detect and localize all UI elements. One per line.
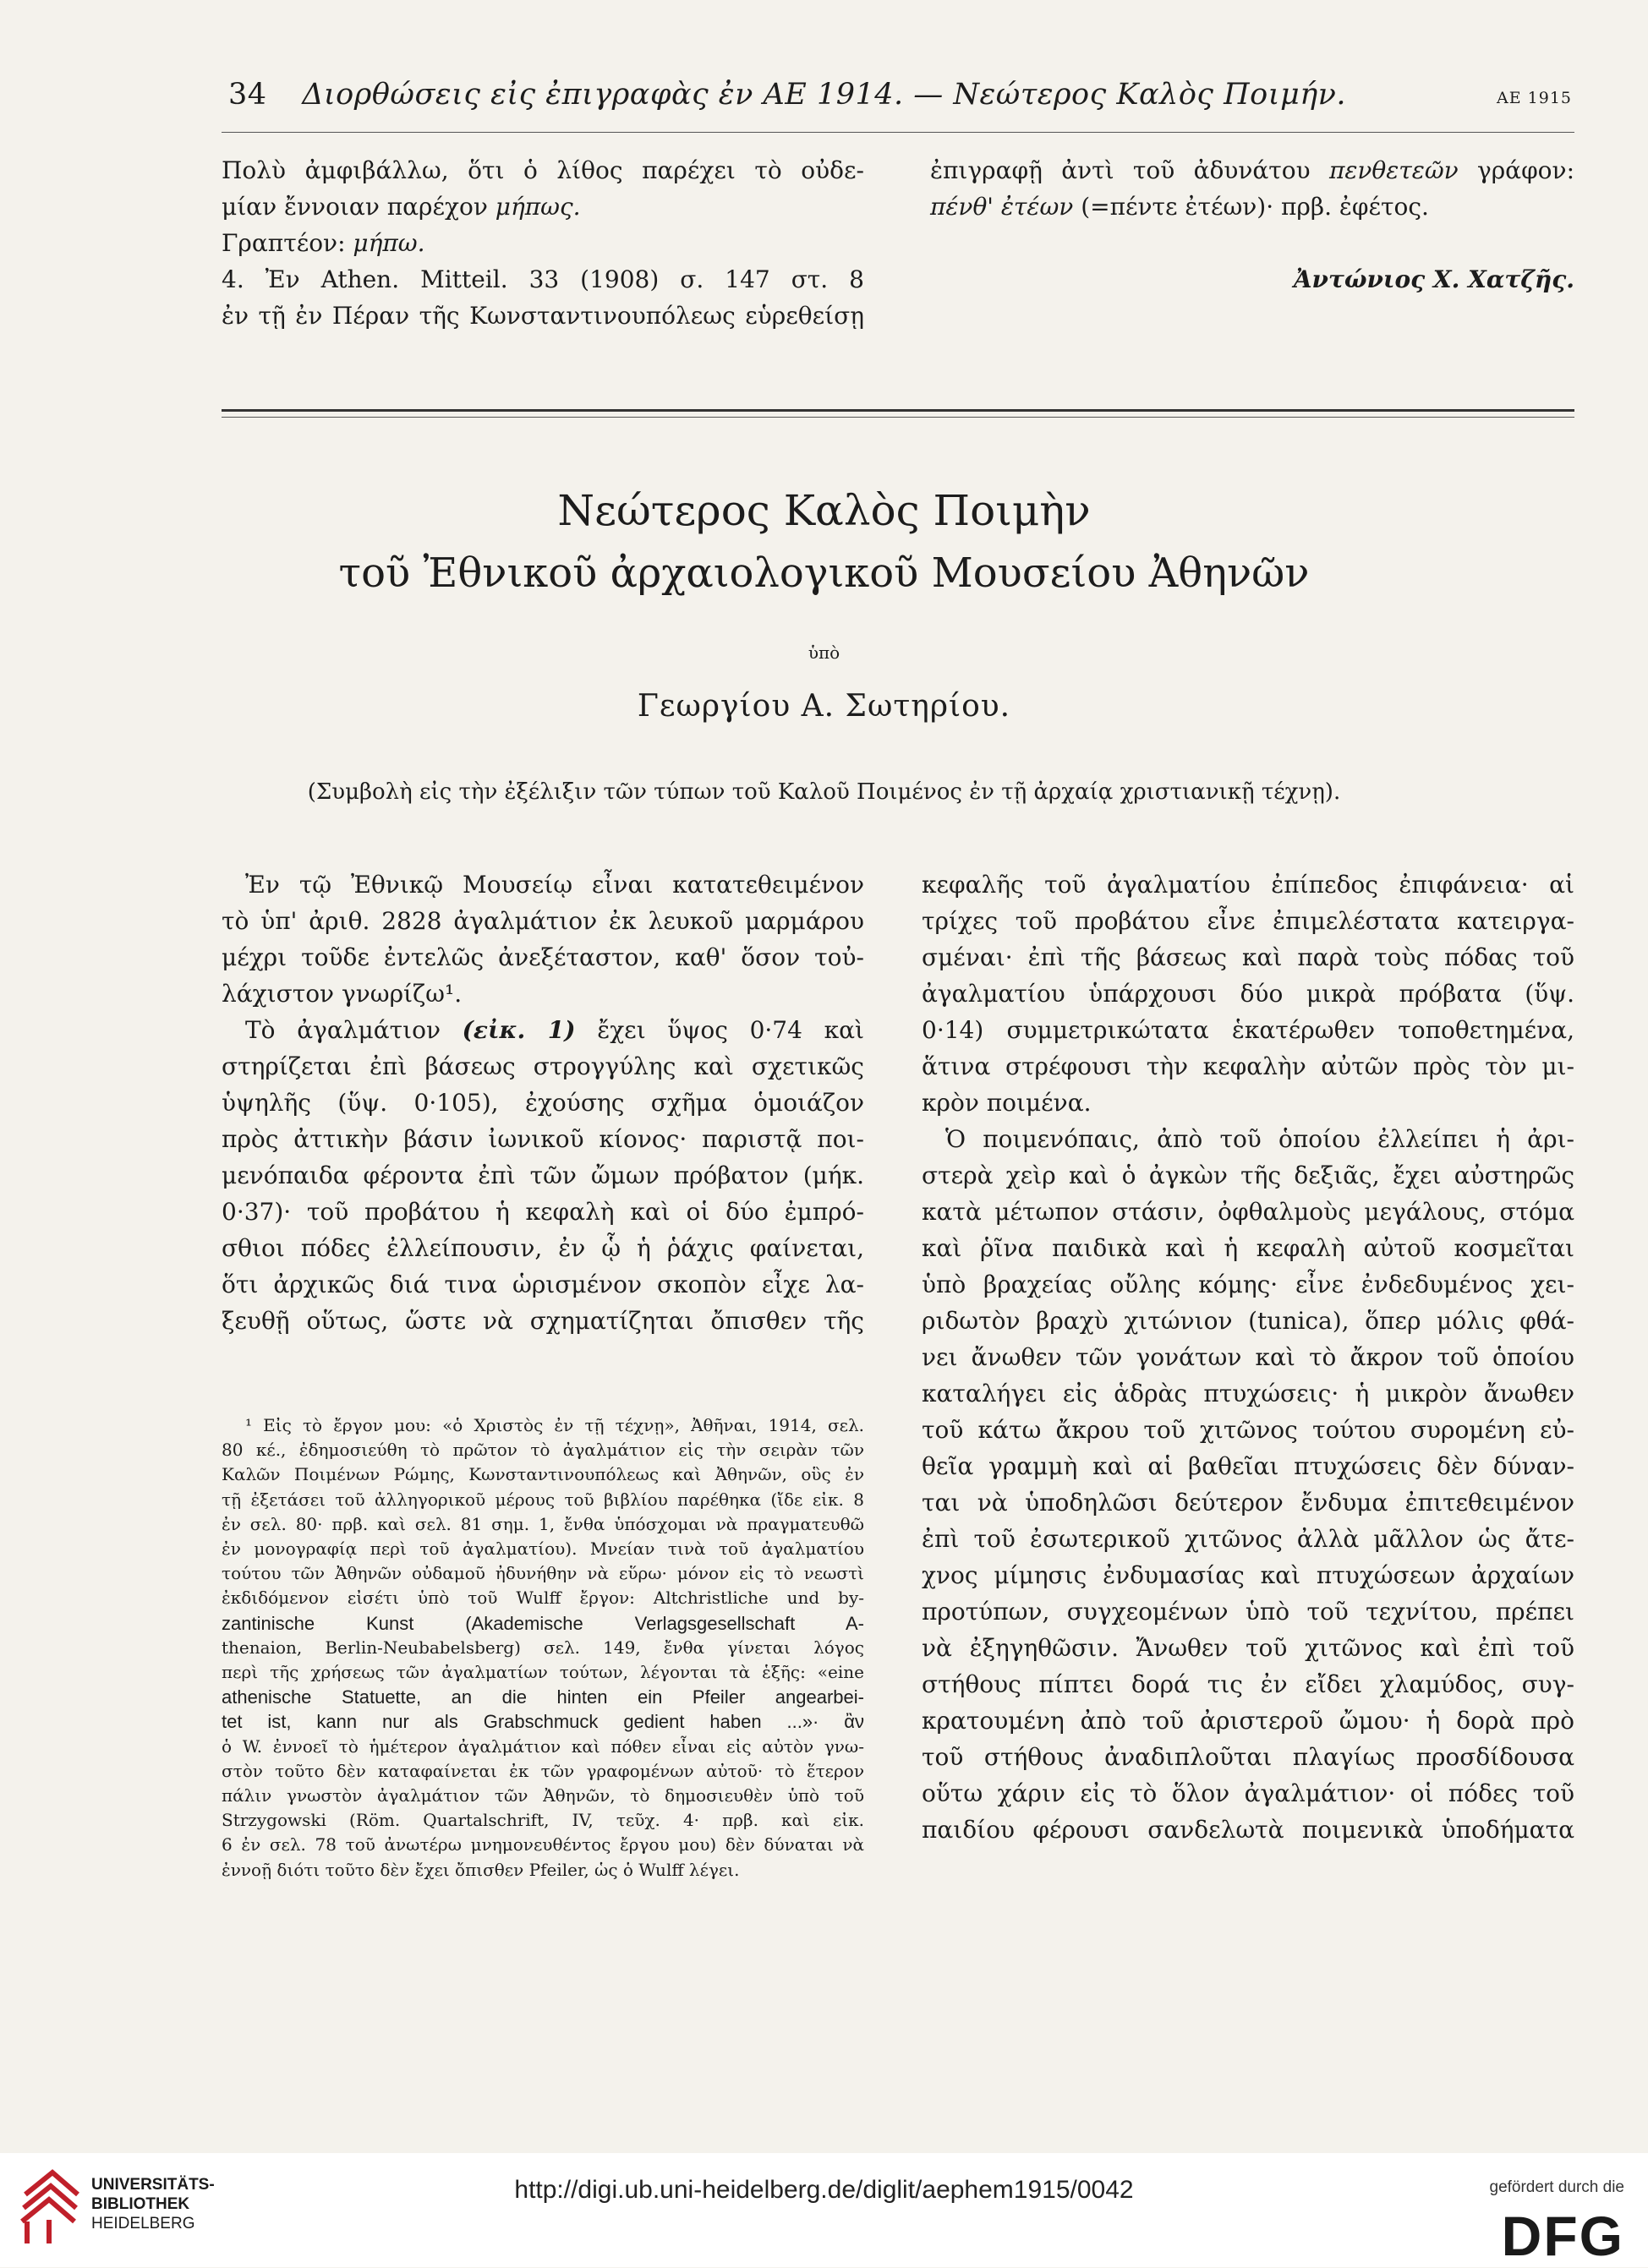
library-name[interactable]: UNIVERSITÄTS- BIBLIOTHEK HEIDELBERG xyxy=(91,2176,215,2232)
page-number: 34 xyxy=(228,78,267,112)
text-line: παιδίου φέρουσι σανδελωτὰ ποιμενικὰ ὑποδήματα xyxy=(922,1816,1574,1844)
journal-label: ΑΕ 1915 xyxy=(1497,89,1572,107)
funded-by-label: gefördert durch die xyxy=(1489,2178,1624,2196)
text-line: μέχρι τοῦδε ἐντελῶς ἀνεξέταστον, καθ' ὅσον τοὐ- xyxy=(222,943,864,971)
footnote xyxy=(222,1413,864,1883)
top-right-column xyxy=(930,152,1574,298)
text-line: θεῖα γραμμὴ καὶ αἱ βαθεῖαι πτυχώσεις δὲν δύναν- xyxy=(922,1452,1574,1480)
running-title: Διορθώσεις εἰς ἐπιγραφὰς ἐν ΑΕ 1914. — Νεώτερος Καλὸς Ποιμήν. xyxy=(302,78,1347,112)
article-subtitle: (Συμβολὴ εἰς τὴν ἐξέλιξιν τῶν τύπων τοῦ Καλοῦ Ποιμένος ἐν τῇ ἀρχαίᾳ χριστιανικῇ τέχνῃ). xyxy=(307,779,1341,805)
text-line: ἐπιγραφῇ ἀντὶ τοῦ ἀδυνάτου πενθετεῶν γράφον: xyxy=(930,156,1574,184)
text-line: καταλήγει εἰς ἁδρὰς πτυχώσεις· ἡ μικρὸν ἄνωθεν xyxy=(922,1380,1574,1407)
text-line: στηρίζεται ἐπὶ βάσεως στρογγύλης καὶ σχετικῶς xyxy=(222,1052,864,1080)
text-line: ἐπὶ τοῦ ἐσωτερικοῦ χιτῶνος ἀλλὰ μᾶλλον ὡς ἄτε- xyxy=(922,1525,1574,1553)
text-line: προτύπων, συγχεομένων ὑπὸ τοῦ τεχνίτου, πρέπει xyxy=(922,1598,1574,1626)
signature: Ἀντώνιος Χ. Χατζῆς. xyxy=(1293,265,1574,293)
article-title: Νεώτερος Καλὸς Ποιμὴν xyxy=(557,486,1091,535)
text-line: ριδωτὸν βραχὺ χιτώνιον (tunica), ὅπερ μόλις φθά- xyxy=(922,1307,1574,1335)
text-line: Πολὺ ἀμφιβάλλω, ὅτι ὁ λίθος παρέχει τὸ οὐδε- xyxy=(222,156,864,184)
dfg-logo[interactable]: DFG xyxy=(1501,2205,1624,2267)
text-line: τοῦ στήθους ἀναδιπλοῦται πλαγίως προσδίδουσα xyxy=(922,1743,1574,1771)
footnote-line: thenaion, Berlin-Neubabelsberg) σελ. 149, ἔνθα γίνεται λόγος xyxy=(222,1637,864,1658)
text-line: λάχιστον γνωρίζω¹. xyxy=(222,980,463,1008)
text-line: Ἐν τῷ Ἐθνικῷ Μουσείῳ εἶναι κατατεθειμένον xyxy=(245,871,864,899)
author-name: Γεωργίου Α. Σωτηρίου. xyxy=(637,689,1011,724)
footnote-line: ὁ W. ἐννοεῖ τὸ ἡμέτερον ἀγαλμάτιον καὶ πόθεν εἶναι εἰς αὐτὸν γνω- xyxy=(222,1735,864,1757)
text-line: στήθους πίπτει δορά τις ἐν εἴδει χλαμύδος, συγ- xyxy=(922,1670,1574,1698)
footnote-line: tet ist, kann nur als Grabschmuck gedient haben ...»· ἂν xyxy=(222,1711,864,1733)
text-line: Ὁ ποιμενόπαις, ἀπὸ τοῦ ὁποίου ἐλλείπει ἡ ἀρι- xyxy=(945,1125,1574,1153)
text-line: πρὸς ἀττικὴν βάσιν ἰωνικοῦ κίονος· παριστᾷ ποι- xyxy=(222,1125,864,1153)
text-line: τοῦ κάτω ἄκρου τοῦ χιτῶνος τούτου συρομένη εὐ- xyxy=(922,1416,1574,1444)
footnote-line: ¹ Εἰς τὸ ἔργον μου: «ὁ Χριστὸς ἐν τῇ τέχνῃ», Ἀθῆναι, 1914, σελ. xyxy=(245,1415,864,1435)
right-column xyxy=(922,866,1574,1848)
text-line: 0·14) συμμετρικώτατα ἑκατέρωθεν τοποθετημένα, xyxy=(922,1016,1574,1044)
footnote-line: Καλῶν Ποιμένων Ρώμης, Κωνσταντινουπόλεως καὶ Ἀθηνῶν, οὓς ἐν xyxy=(222,1464,864,1485)
footnote-line: ἐν μονογραφίᾳ περὶ τοῦ ἀγαλματίου). Μνείαν τινὰ τοῦ ἀγαλματίου xyxy=(222,1538,864,1560)
by-label: ὑπὸ xyxy=(808,642,840,663)
text-line: σθιοι πόδες ἐλλείπουσιν, ἐν ᾧ ἡ ῥάχις φαίνεται, xyxy=(222,1234,864,1262)
figure-reference: (εἰκ. 1) xyxy=(462,1016,576,1044)
text-line: χνος μίμησις ἐνδυμασίας καὶ πτυχώσεων ἀρχαίων xyxy=(922,1561,1574,1589)
text-line: κεφαλῆς τοῦ ἀγαλματίου ἐπίπεδος ἐπιφάνεια· αἱ xyxy=(922,871,1574,899)
header-rule xyxy=(222,132,1574,133)
text-line: τὸ ὑπ' ἀριθ. 2828 ἀγαλμάτιον ἐκ λευκοῦ μαρμάρου xyxy=(222,907,864,935)
text-line: ἀγαλματίου ὑπάρχουσι δύο μικρὰ πρόβατα (ὕψ. xyxy=(922,980,1574,1008)
text-line: 0·37)· τοῦ προβάτου ἡ κεφαλὴ καὶ οἱ δύο ἐμπρό- xyxy=(222,1198,864,1226)
footnote-line: 6 ἐν σελ. 78 τοῦ ἀνωτέρω μνημονευθέντος ἔργου μου) δὲν δύναται νὰ xyxy=(222,1834,864,1855)
section-rule-bottom xyxy=(222,417,1574,418)
footnote-line: ἐν σελ. 80· πρβ. καὶ σελ. 81 σημ. 1, ἔνθα ὑπόσχομαι νὰ πραγματευθῶ xyxy=(222,1513,864,1534)
section-rule-top xyxy=(222,409,1574,412)
footnote-line: Strzygowski (Röm. Quartalschrift, IV, τεῦχ. 4· πρβ. καὶ εἰκ. xyxy=(222,1810,864,1831)
footnote-line: πάλιν γνωστὸν ἀγαλμάτιον τῶν Ἀθηνῶν, τὸ δημοσιευθὲν ὑπὸ τοῦ xyxy=(222,1785,864,1806)
text-line: ξευθῇ οὕτως, ὥστε νὰ σχηματίζηται ὄπισθεν τῆς xyxy=(222,1307,864,1335)
text-line: 4. Ἐν Athen. Mitteil. 33 (1908) σ. 147 στ. 8 xyxy=(222,265,864,293)
permalink[interactable]: http://digi.ub.uni-heidelberg.de/diglit/aephem1915/0042 xyxy=(514,2176,1134,2204)
text-line: καὶ ῥῖνα παιδικὰ καὶ ἡ κεφαλὴ αὐτοῦ κοσμεῖται xyxy=(922,1234,1574,1262)
text-line: Τὸ ἀγαλμάτιον (εἰκ. 1) ἔχει ὕψος 0·74 καὶ xyxy=(245,1016,864,1044)
text-line: οὕτω χάριν εἰς τὸ ὅλον ἀγαλμάτιον· οἱ πόδες τοῦ xyxy=(922,1779,1574,1807)
footnote-line: ἐννοῇ διότι τοῦτο δὲν ἔχει ὄπισθεν Pfeiler, ὡς ὁ Wulff λέγει. xyxy=(222,1859,740,1880)
footnote-line: τούτου τῶν Ἀθηνῶν οὐδαμοῦ ἠδυνήθην νὰ εὕρω· μόνον εἰς τὸ νεωστὶ xyxy=(222,1563,864,1584)
text-line: ὅτι ἀρχικῶς διά τινα ὡρισμένον σκοπὸν εἶχε λα- xyxy=(222,1271,864,1298)
text-line: ὑψηλῆς (ὕψ. 0·105), ἐχούσης σχῆμα ὁμοιάζον xyxy=(222,1089,864,1117)
text-line: μενόπαιδα φέροντα ἐπὶ τῶν ὤμων πρόβατον (μήκ. xyxy=(222,1161,864,1189)
footnote-line: ἐκδιδόμενον εἰσέτι ὑπὸ τοῦ Wulff ἔργον: Altchristliche und by- xyxy=(222,1588,864,1609)
top-left-column xyxy=(222,152,864,334)
footnote-line: athenische Statuette, an die hinten ein Pfeiler angearbei- xyxy=(222,1686,864,1708)
footnote-line: zantinische Kunst (Akademische Verlagsgesellschaft A- xyxy=(222,1612,864,1634)
footnote-line: τῇ ἐξετάσει τοῦ ἀλληγορικοῦ μέρους τοῦ βιβλίου παρέθηκα (ἴδε εἰκ. 8 xyxy=(222,1489,864,1510)
footnote-line: στὸν τοῦτο δὲν καταφαίνεται ἐκ τῶν γραφομένων αὐτοῦ· τὸ ἕτερον xyxy=(222,1760,864,1781)
text-line: ἐν τῇ ἐν Πέραν τῆς Κωνσταντινουπόλεως εὑρεθείσῃ xyxy=(222,302,864,330)
text-line: κρατουμένη ἀπὸ τοῦ ἀριστεροῦ ὤμου· ἡ δορὰ πρὸ xyxy=(922,1707,1574,1735)
text-line: ἅτινα στρέφουσι τὴν κεφαλὴν αὐτῶν πρὸς τὸν μι- xyxy=(922,1052,1574,1080)
text-line: Γραπτέον: μήπω. xyxy=(222,229,425,257)
text-line: νει ἄνωθεν τῶν γονάτων καὶ τὸ ἄκρον τοῦ ὁποίου xyxy=(922,1343,1574,1371)
text-line: ὑπὸ βραχείας οὔλης κόμης· εἶνε ἐνδεδυμένος χει- xyxy=(922,1271,1574,1298)
text-line: ται νὰ ὑποδηλῶσι δεύτερον ἔνδυμα ἐπιτεθειμένον xyxy=(922,1489,1574,1517)
running-header xyxy=(228,78,1346,112)
text-line: στερὰ χεὶρ καὶ ὁ ἀγκὼν τῆς δεξιᾶς, ἔχει αὐστηρῶς xyxy=(922,1161,1574,1189)
footnote-line: περὶ τῆς χρήσεως τῶν ἀγαλματίων τούτων, λέγονται τὰ ἑξῆς: «eine xyxy=(222,1662,864,1683)
text-line: κατὰ μέτωπον στάσιν, ὀφθαλμοὺς μεγάλους, στόμα xyxy=(922,1198,1574,1226)
text-line: κρὸν ποιμένα. xyxy=(922,1089,1092,1117)
viewer-footer xyxy=(0,2153,1648,2267)
article-title-line2: τοῦ Ἐθνικοῦ ἀρχαιολογικοῦ Μουσείου Ἀθηνῶν xyxy=(338,549,1310,597)
footnote-line: 80 κέ., ἐδημοσιεύθη τὸ πρῶτον τὸ ἀγαλμάτιον εἰς τὴν σειρὰν τῶν xyxy=(222,1440,864,1461)
text-line: μίαν ἔννοιαν παρέχον μήπως. xyxy=(222,193,581,221)
text-line: τρίχες τοῦ προβάτου εἶνε ἐπιμελέστατα κατειργα- xyxy=(922,907,1574,935)
text-line: πένθ' ἐτέων (=πέντε ἐτέων)· πρβ. ἐφέτος. xyxy=(930,193,1429,221)
text-line: νὰ ἐξηγηθῶσιν. Ἄνωθεν τοῦ χιτῶνος καὶ ἐπὶ τοῦ xyxy=(922,1634,1574,1662)
text-line: σμέναι· ἐπὶ τῆς βάσεως καὶ παρὰ τοὺς πόδας τοῦ xyxy=(922,943,1574,971)
left-column xyxy=(222,866,864,1339)
